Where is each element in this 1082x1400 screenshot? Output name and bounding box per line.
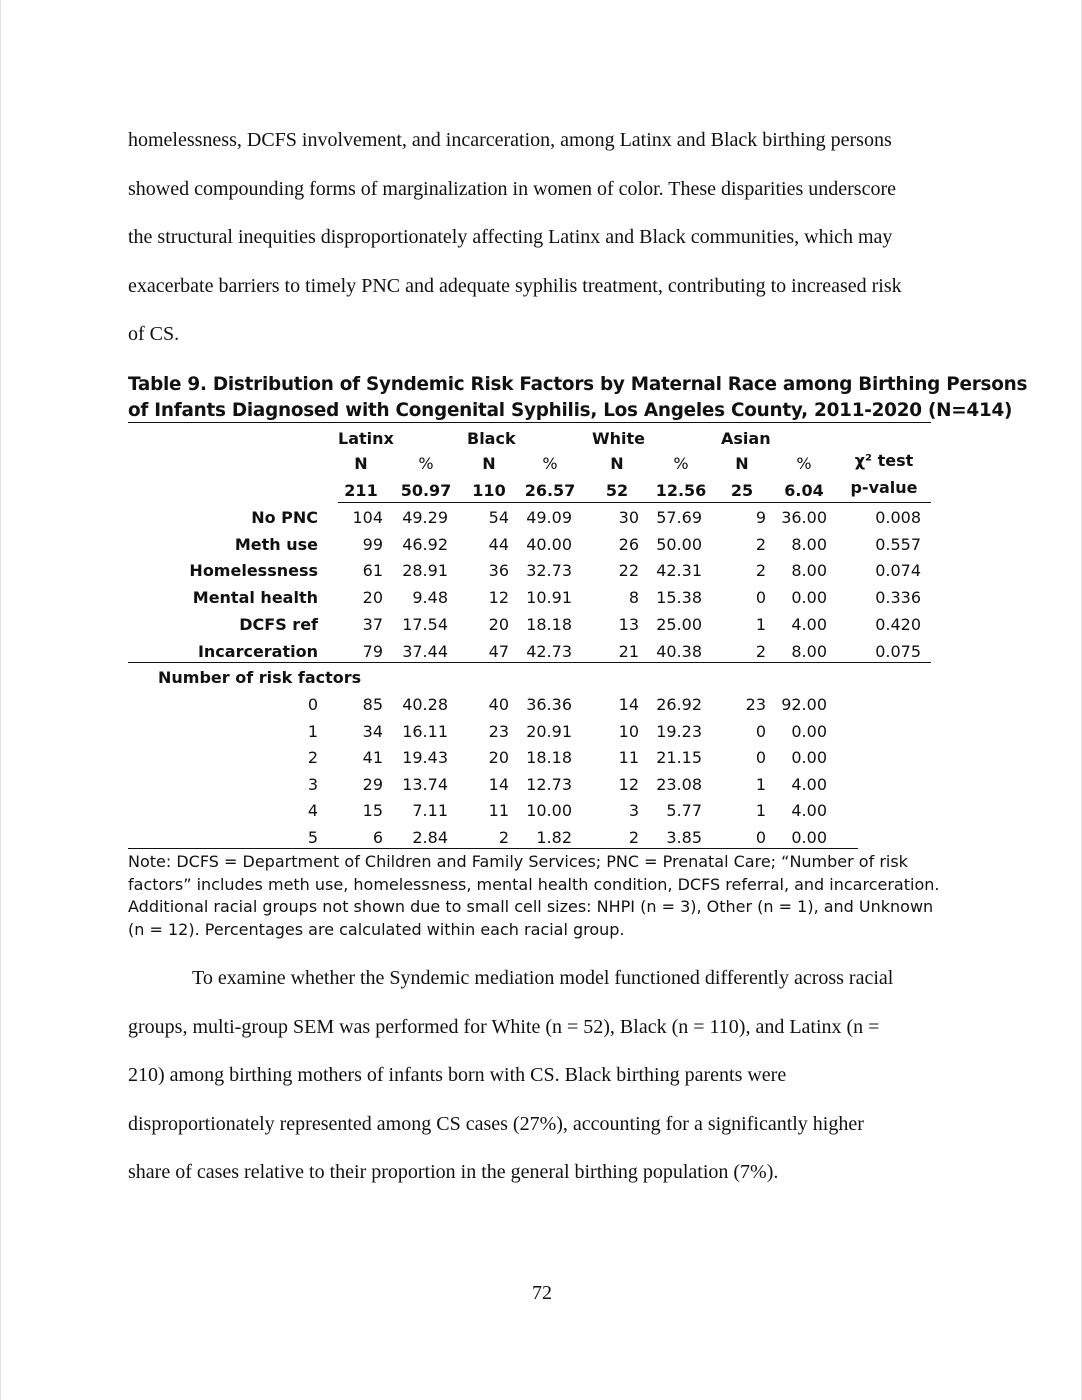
text-line: exacerbate barriers to timely PNC and adequate syphilis treatment, contributing to increased risk: [128, 274, 902, 297]
table-cell: 1: [755, 614, 766, 634]
table-cell: 23: [488, 721, 509, 741]
n-header: N: [354, 454, 368, 473]
table-mid-rule: [128, 662, 931, 663]
text-line: disproportionately represented among CS cases (27%), accounting for a significantly higher: [128, 1112, 864, 1135]
table-cell: 0: [755, 748, 766, 768]
table-cell: 3: [628, 801, 639, 821]
table-cell: 34: [362, 721, 383, 741]
group-header: Black: [467, 429, 516, 448]
text-line: the structural inequities disproportionately affecting Latinx and Black communities, which may: [128, 226, 893, 248]
table-cell: 4.00: [791, 614, 827, 634]
paragraph-after-table: [128, 954, 958, 1197]
paragraph-before-table: [128, 116, 958, 359]
table-cell: 40.38: [656, 641, 702, 661]
p-value-cell: 0.336: [875, 588, 921, 608]
table-cell: 30: [618, 508, 639, 527]
table-cell: 40.28: [402, 695, 448, 714]
table-cell: 26: [618, 534, 639, 554]
table-cell: 14: [618, 695, 639, 714]
table-cell: 10: [618, 721, 639, 741]
table-cell: 2: [628, 828, 639, 847]
table-cell: 49.09: [526, 508, 572, 527]
table-cell: 16.11: [402, 721, 448, 741]
table-cell: 15: [362, 801, 383, 821]
table-cell: 8.00: [791, 641, 827, 661]
row-label: Meth use: [234, 534, 318, 554]
table-title-line: of Infants Diagnosed with Congenital Syphilis, Los Angeles County, 2011-2020 (N=414): [128, 400, 1013, 421]
table-cell: 14: [488, 774, 509, 794]
table-cell: 2: [755, 561, 766, 581]
table-cell: 13.74: [402, 774, 448, 794]
table-cell: 57.69: [656, 508, 702, 527]
table-cell: 28.91: [402, 561, 448, 581]
table-cell: 50.00: [656, 534, 702, 554]
row-label: Incarceration: [197, 641, 318, 661]
table-cell: 0: [755, 721, 766, 741]
page-number: 72: [532, 1282, 552, 1304]
text-line: groups, multi-group SEM was performed for White (n = 52), Black (n = 110), and Latinx (n =: [128, 1015, 880, 1038]
table-cell: 61: [362, 561, 383, 581]
row-label: 3: [307, 774, 318, 794]
table-cell: 9.48: [412, 588, 448, 608]
p-value-cell: 0.557: [875, 534, 921, 554]
table-cell: 19.23: [656, 721, 702, 741]
table-cell: 37.44: [402, 641, 448, 661]
table-cell: 37: [362, 614, 383, 634]
table-title: [128, 372, 1028, 424]
row-label: 1: [307, 721, 318, 741]
table-cell: 21: [618, 641, 639, 661]
group-total-pct: 6.04: [784, 481, 824, 500]
row-label: Mental health: [192, 588, 318, 608]
table-cell: 26.92: [656, 695, 702, 714]
table-cell: 99: [362, 534, 383, 554]
group-total-n: 52: [605, 481, 629, 500]
table-cell: 7.11: [412, 801, 448, 821]
text-line: showed compounding forms of marginalization in women of color. These disparities underscore: [128, 177, 896, 200]
table-cell: 20: [488, 614, 509, 634]
table-cell: 9: [755, 508, 766, 527]
table-cell: 46.92: [402, 534, 448, 554]
table-cell: 42.31: [656, 561, 702, 581]
table-note: [128, 851, 958, 941]
table-cell: 0.00: [791, 588, 827, 608]
pct-header: %: [796, 454, 812, 473]
text-line: homelessness, DCFS involvement, and incarceration, among Latinx and Black birthing persons: [128, 129, 892, 151]
n-header: N: [610, 454, 624, 473]
n-header: N: [482, 454, 496, 473]
table-cell: 54: [488, 508, 509, 527]
table-cell: 1: [755, 774, 766, 794]
table-cell: 4.00: [791, 801, 827, 821]
table-cell: 18.18: [526, 614, 572, 634]
group-total-pct: 50.97: [400, 481, 452, 500]
group-header: Asian: [721, 429, 771, 448]
chi-square-header: χ² test: [854, 451, 914, 470]
table-cell: 41: [362, 748, 383, 768]
table-cell: 10.00: [526, 801, 572, 821]
pct-header: %: [673, 454, 689, 473]
group-total-n: 25: [730, 481, 754, 500]
table-cell: 21.15: [656, 748, 702, 768]
table-cell: 20: [488, 748, 509, 768]
table-cell: 44: [488, 534, 509, 554]
row-label: 4: [307, 801, 318, 821]
table-cell: 2.84: [412, 828, 448, 847]
table-cell: 20.91: [526, 721, 572, 741]
table-cell: 2: [755, 641, 766, 661]
group-header: White: [592, 429, 646, 448]
table-cell: 36.00: [781, 508, 827, 527]
table-cell: 0.00: [791, 748, 827, 768]
table-cell: 12: [618, 774, 639, 794]
pvalue-header: p-value: [850, 478, 918, 497]
text-line: share of cases relative to their proportion in the general birthing population (7%).: [128, 1161, 779, 1183]
table-cell: 13: [618, 614, 639, 634]
row-label: 5: [307, 828, 318, 847]
p-value-cell: 0.075: [875, 641, 921, 661]
table-cell: 1.82: [536, 828, 572, 847]
table-cell: 11: [488, 801, 509, 821]
note-line: factors” includes meth use, homelessness, mental health condition, DCFS referral, and incarceration.: [128, 874, 940, 894]
table-cell: 36.36: [526, 695, 572, 714]
table-cell: 23.08: [656, 774, 702, 794]
table-cell: 1: [755, 801, 766, 821]
group-total-pct: 26.57: [524, 481, 576, 500]
table-cell: 22: [618, 561, 639, 581]
text-line: of CS.: [128, 323, 180, 345]
table-cell: 47: [488, 641, 509, 661]
table-cell: 19.43: [402, 748, 448, 768]
table-cell: 49.29: [402, 508, 448, 527]
table-cell: 11: [618, 748, 639, 768]
table-cell: 5.77: [666, 801, 702, 821]
row-label: DCFS ref: [239, 614, 318, 634]
table-cell: 40.00: [526, 534, 572, 554]
table-bottom-rule: [128, 848, 858, 849]
table-cell: 3.85: [666, 828, 702, 847]
group-total-n: 211: [344, 481, 378, 500]
table-cell: 20: [362, 588, 383, 608]
table-cell: 0: [755, 588, 766, 608]
text-line: 210) among birthing mothers of infants born with CS. Black birthing parents were: [128, 1064, 787, 1086]
note-line: Additional racial groups not shown due to small cell sizes: NHPI (n = 3), Other (n = 1), and Unknown: [128, 897, 934, 916]
pct-header: %: [542, 454, 558, 473]
table-cell: 8.00: [791, 561, 827, 581]
table-cell: 85: [362, 695, 383, 714]
table-cell: 12.73: [526, 774, 572, 794]
row-label: Homelessness: [189, 561, 318, 581]
p-value-cell: 0.074: [875, 561, 921, 581]
table-cell: 8.00: [791, 534, 827, 554]
note-line: Note: DCFS = Department of Children and Family Services; PNC = Prenatal Care; “Number of risk: [128, 852, 908, 871]
table-cell: 0.00: [791, 828, 827, 847]
n-header: N: [735, 454, 749, 473]
table-cell: 36: [488, 561, 509, 581]
table-cell: 6: [372, 828, 383, 847]
table-top-rule: [128, 422, 931, 423]
table-cell: 32.73: [526, 561, 572, 581]
table-cell: 17.54: [402, 614, 448, 634]
row-label: 2: [307, 748, 318, 768]
group-total-pct: 12.56: [655, 481, 707, 500]
table-cell: 92.00: [781, 695, 827, 714]
table-cell: 12: [488, 588, 509, 608]
table-cell: 42.73: [526, 641, 572, 661]
table-cell: 104: [352, 508, 383, 527]
row-label: 0: [307, 695, 318, 714]
header-rule: [338, 502, 931, 503]
table-cell: 23: [745, 695, 766, 714]
text-line: To examine whether the Syndemic mediation model functioned differently across racial: [192, 967, 894, 989]
p-value-cell: 0.420: [875, 614, 921, 634]
pct-header: %: [418, 454, 434, 473]
table-cell: 25.00: [656, 614, 702, 634]
note-line: (n = 12). Percentages are calculated within each racial group.: [128, 919, 625, 939]
p-value-cell: 0.008: [875, 508, 921, 527]
table-cell: 15.38: [656, 588, 702, 608]
table-cell: 18.18: [526, 748, 572, 768]
table-cell: 2: [498, 828, 509, 847]
table-cell: 40: [488, 695, 509, 714]
risk-count-header: Number of risk factors: [158, 668, 362, 687]
table-cell: 0.00: [791, 721, 827, 741]
table-title-line: Table 9. Distribution of Syndemic Risk Factors by Maternal Race among Birthing Persons: [128, 374, 1028, 395]
table-cell: 2: [755, 534, 766, 554]
group-total-n: 110: [472, 481, 506, 500]
row-label: No PNC: [251, 508, 318, 527]
table-cell: 10.91: [526, 588, 572, 608]
table-cell: 4.00: [791, 774, 827, 794]
table-cell: 79: [362, 641, 383, 661]
table-cell: 8: [628, 588, 639, 608]
group-header: Latinx: [338, 429, 394, 448]
table-cell: 29: [362, 774, 383, 794]
table-cell: 0: [755, 828, 766, 847]
